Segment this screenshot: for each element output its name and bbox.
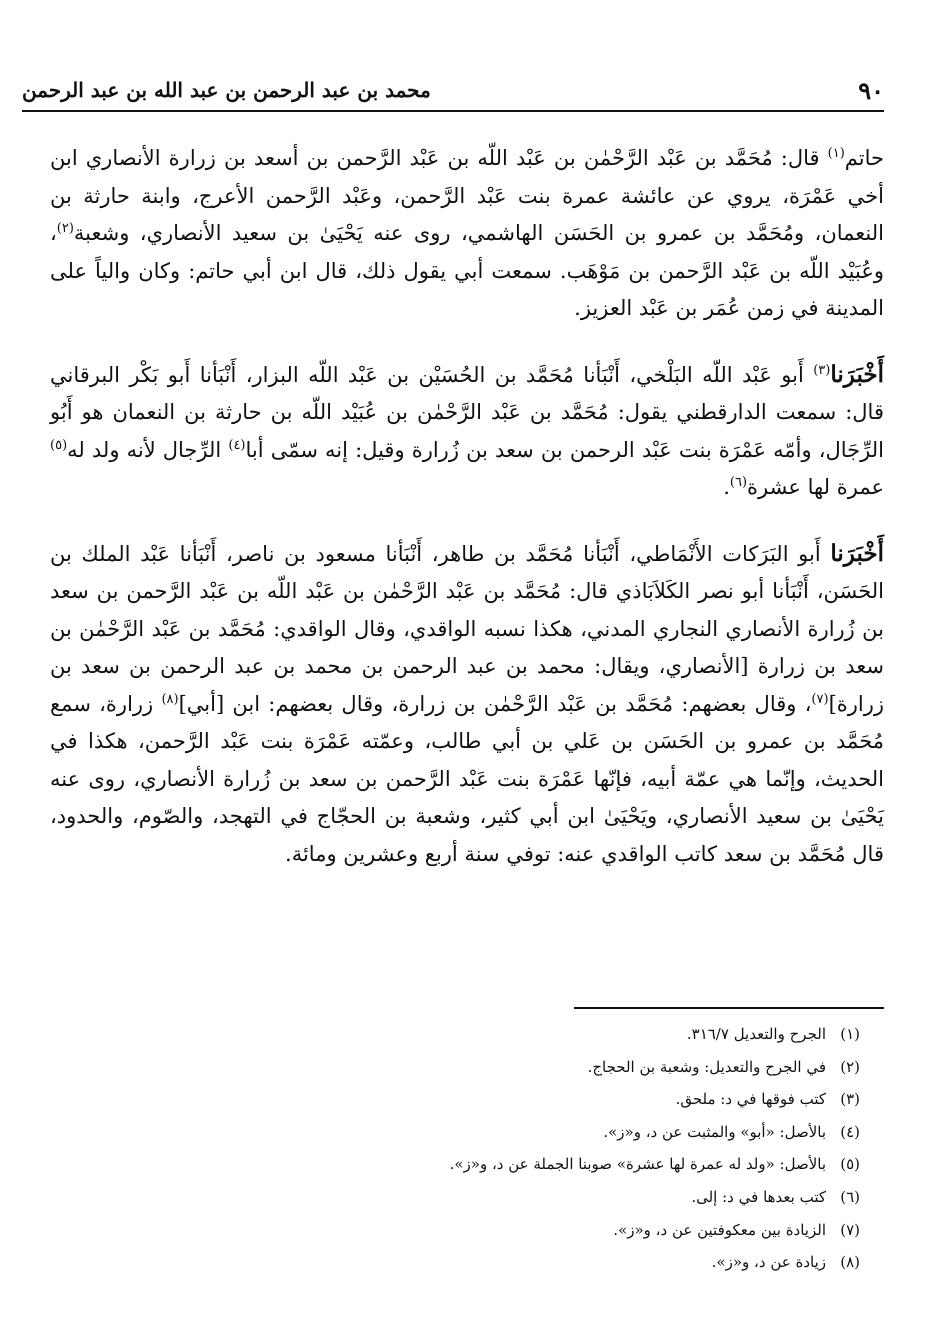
text-segment: حاتم	[844, 146, 884, 170]
page-number: ٩٠	[858, 75, 884, 105]
footnote-text: في الجرح والتعديل: وشعبة بن الحجاج.	[587, 1057, 826, 1076]
footnote-item	[60, 1181, 860, 1214]
footnote-item	[60, 1148, 860, 1181]
footnote-ref-3[interactable]: (٣)	[813, 362, 831, 378]
text-segment: أَبو عَبْد اللّه البَلْخي، أَنْبَأنا مُحَمَّد بن الحُسَيْن بن عَبْد اللّه البزار، أَنْبَأنا أَبو بَكْر البرقاني قال: سمعت الدارقطني يقول: مُحَمَّد بن عَبْد الرَّحْمٰن بن عُبَيْد اللّه بن حارثة بن النعمان هو أَبُو الرِّجَال، وأمّه عَمْرَة بنت عَبْد الرحمن بن سعد بن زُرارة وقيل: إنه سمّى أبا	[50, 362, 884, 462]
text-segment: قال: مُحَمَّد بن عَبْد الرَّحْمٰن بن عَبْد اللّه بن عَبْد الرَّحمن بن أسعد بن زرارة الأنصاري ابن أخي عَمْرَة، يروي عن عائشة عمرة بنت عَبْد الرَّحمن، وعَبْد الرَّحمن الأعرج، وابنة حارثة بن النعمان، ومُحَمَّد بن عمرو بن الحَسَن الهاشمي، روى عنه يَحْيَىٰ بن سعيد الأنصاري، وشعبة	[50, 146, 884, 245]
footnote-text: كتب بعدها في د: إلى.	[691, 1187, 826, 1206]
footnote-text: الجرح والتعديل ٣١٦/٧.	[686, 1025, 826, 1043]
paragraph-1	[50, 140, 884, 328]
text-segment: أَبو البَرَكات الأَنْمَاطي، أَنْبَأنا مُحَمَّد بن طاهر، أَنْبَأنا مسعود بن ناصر، أَنْبَأنا عَبْد الملك بن الحَسَن، أَنْبَأنا أبو نصر الكَلاَبَاذي قال: مُحَمَّد بن عَبْد الرَّحْمٰن بن عَبْد اللّه بن عَبْد الرَّحمن بن سعد بن زُرارة الأنصاري النجاري المدني، هكذا نسبه الواقدي، وقال الواقدي: مُحَمَّد بن عَبْد الرَّحْمٰن بن سعد بن زرارة [الأنصاري، ويقال: محمد بن عبد الرحمن بن محمد بن عبد الرحمن بن سعد بن زرارة]	[50, 541, 885, 716]
footnote-number: (٦)	[840, 1187, 860, 1206]
text-segment: .	[723, 475, 730, 499]
text-segment: ، وقال بعضهم: مُحَمَّد بن عَبْد الرَّحْمٰن بن زرارة، وقال بعضهم: ابن [أبي]	[178, 691, 812, 716]
footnote-ref-6[interactable]: (٦)	[729, 475, 748, 490]
paragraph-2	[50, 356, 884, 507]
lead-word: أَخْبَرَنا	[830, 360, 884, 388]
footnote-number: (٥)	[840, 1155, 860, 1174]
footnote-text: كتب فوقها في د: ملحق.	[675, 1090, 826, 1109]
running-title: محمد بن عبد الرحمن بن عبد الله بن عبد الرحمن	[22, 78, 431, 102]
footnote-text: زيادة عن د، و«ز».	[711, 1253, 826, 1272]
footnote-number: (٢)	[840, 1057, 860, 1076]
page-header	[22, 70, 884, 112]
footnote-ref-2[interactable]: (٢)	[56, 221, 74, 236]
footnote-text: بالأصل: «أبو» والمثبت عن د، و«ز».	[603, 1122, 826, 1141]
paragraph-3	[50, 535, 884, 874]
text-segment: زرارة، سمع مُحَمَّد بن عمرو بن الحَسَن بن عَلي بن أبي طالب، وعمّته عَمْرَة بنت عَبْد الرَّحمن، هكذا في الحديث، وإنّما هي عمّة أبيه، فإنّها عَمْرَة بنت عَبْد الرَّحمن بن سعد بن زُرارة الأنصاري، روى عنه يَحْيَىٰ بن سعيد الأنصاري، ويَحْيَىٰ ابن أبي كثير، وشعبة بن الحجّاج في التهجد، والصّوم، والحدود، قال مُحَمَّد بن سعد كاتب الواقدي عنه: توفي سنة أربع وعشرين ومائة.	[50, 691, 884, 866]
text-segment: عمرة لها عشرة	[747, 475, 884, 499]
footnote-item	[60, 1116, 860, 1149]
footnote-item	[60, 1246, 860, 1279]
lead-word: أَخْبَرَنا	[830, 539, 884, 567]
footnotes-list	[60, 1018, 860, 1279]
footnote-text: بالأصل: «ولد له عمرة لها عشرة» صوبنا الجملة عن د، و«ز».	[449, 1155, 826, 1174]
footnote-ref-8[interactable]: (٨)	[161, 691, 179, 707]
footnote-number: (٨)	[840, 1253, 860, 1272]
footnote-item	[60, 1214, 860, 1247]
text-segment: الرِّجال لأنه ولد له	[67, 437, 229, 462]
footnote-number: (٧)	[840, 1220, 860, 1239]
footnote-item	[60, 1051, 860, 1084]
footnote-number: (٣)	[840, 1090, 860, 1109]
footnote-divider	[574, 1007, 884, 1009]
footnote-ref-5[interactable]: (٥)	[50, 437, 68, 453]
text-segment: ، وعُبَيْد اللّه بن عَبْد الرَّحمن بن مَوْهَب. سمعت أبي يقول ذلك، قال ابن أبي حاتم: وكان والياً على المدينة في زمن عُمَر بن عَبْد العزيز.	[50, 221, 884, 320]
main-text	[50, 140, 884, 873]
footnote-ref-1[interactable]: (١)	[827, 146, 845, 161]
footnote-item	[60, 1018, 860, 1051]
footnote-ref-7[interactable]: (٧)	[811, 691, 829, 707]
footnote-text: الزيادة بين معكوفتين عن د، و«ز».	[613, 1220, 826, 1239]
footnote-ref-4[interactable]: (٤)	[228, 437, 246, 453]
footnote-number: (٤)	[840, 1122, 860, 1141]
footnote-item	[60, 1083, 860, 1116]
footnote-number: (١)	[840, 1025, 860, 1043]
